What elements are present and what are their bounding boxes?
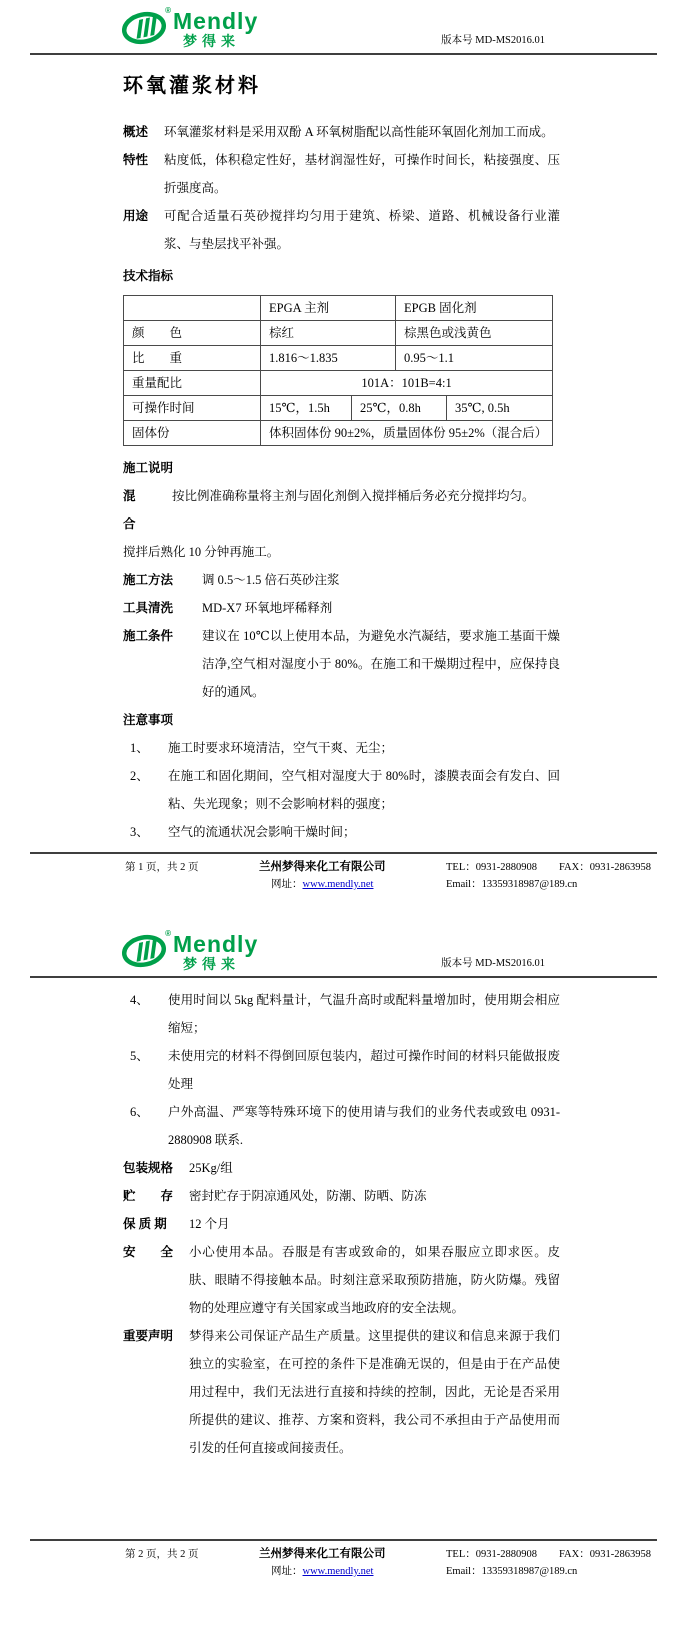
mixing-text: 按比例准确称量将主剂与固化剂倒入搅拌桶后务必充分搅拌均匀。 [172, 489, 535, 503]
spec-header-empty-cell [124, 296, 261, 321]
header-divider [30, 976, 657, 978]
condition-row [123, 622, 560, 706]
notes-heading: 注意事项 [123, 713, 174, 727]
mixing-row [123, 482, 560, 538]
usage-text: 可配合适量石英砂搅拌均匀用于建筑、桥梁、道路、机械设备行业灌浆、与垫层找平补强。 [164, 209, 560, 251]
cleaning-row [123, 594, 560, 622]
packing-label: 包装规格 [123, 1161, 174, 1175]
mixing-label: 混 合 [123, 489, 161, 531]
shelf-life-row [123, 1210, 560, 1238]
list-item [123, 1098, 560, 1154]
note-5-text: 未使用完的材料不得倒回原包装内，超过可操作时间的材料只能做报废处理 [168, 1049, 560, 1091]
page2-header [0, 923, 687, 976]
page1-footer [0, 854, 687, 893]
solid-value: 体积固体份 90±2%，质量固体份 95±2%（混合后） [261, 421, 553, 446]
note-2-text: 在施工和固化期间，空气相对湿度大于 80%时，漆膜表面会有发白、回粘、失光现象；则不会影响材料的强度； [168, 769, 560, 811]
shelf-life-text: 12 个月 [189, 1217, 230, 1231]
page1-content [123, 98, 560, 846]
storage-row [123, 1182, 560, 1210]
tech-spec-heading: 技术指标 [123, 269, 174, 283]
statement-text: 梦得来公司保证产品生产质量。这里提供的建议和信息来源于我们独立的实验室，在可控的条件下是准确无误的，但是由于在产品使用过程中，我们无法进行直接和持续的控制，因此，无论是否采用所提供的建议、推荐、方案和资料，我公司不承担由于产品使用而引发的任何直接或间接责任。 [189, 1329, 560, 1455]
tel-fax-line [446, 859, 651, 876]
brand-name-cn: 梦得来 [183, 35, 240, 50]
note-2-num: 2、 [130, 769, 149, 783]
brand-name-cn: 梦得来 [183, 958, 240, 973]
website-link[interactable]: www.mendly.net [302, 1566, 374, 1577]
footer1-contact-block [446, 859, 651, 893]
overview-label: 概述 [123, 125, 149, 139]
page1-number: 第 1 页，共 2 页 [125, 862, 199, 873]
brand-logo [122, 929, 259, 973]
spec-header-epga: EPGA 主剂 [261, 296, 396, 321]
email-line [446, 876, 651, 893]
cleaning-text: MD-X7 环氧地坪稀释剂 [202, 601, 333, 615]
fax: FAX：0931-2863958 [559, 1549, 651, 1560]
list-item [123, 986, 560, 1042]
table-row-color [124, 321, 553, 346]
list-item [123, 818, 560, 846]
table-row-header [124, 296, 553, 321]
footer2-company-block [259, 1546, 386, 1580]
table-row-solid [124, 421, 553, 446]
spec-header-epgb: EPGB 固化剂 [396, 296, 553, 321]
worktime-25c: 25℃，0.8h [352, 396, 447, 421]
footer1-company-block [259, 859, 386, 893]
storage-label: 贮 存 [123, 1189, 174, 1203]
table-row-ratio [124, 371, 553, 396]
page2-footer-block [0, 1533, 687, 1580]
method-text: 调 0.5～1.5 倍石英砂注浆 [202, 573, 340, 587]
mixing-text-2: 搅拌后熟化 10 分钟再施工。 [123, 545, 280, 559]
ratio-value: 101A：101B=4:1 [261, 371, 553, 396]
email: 13359318987@189.cn [481, 1566, 578, 1577]
list-item [123, 734, 560, 762]
note-3-text: 空气的流通状况会影响干燥时间； [168, 825, 356, 839]
registered-mark: ® [165, 6, 171, 15]
list-item [123, 762, 560, 818]
version-label: 版本号 MD-MS2016.01 [441, 958, 545, 969]
email-label: Email： [446, 1566, 482, 1577]
note-6-num: 6、 [130, 1105, 149, 1119]
note-1-text: 施工时要求环境清洁，空气干爽、无尘； [168, 741, 394, 755]
email: 13359318987@189.cn [481, 879, 578, 890]
note-4-num: 4、 [130, 993, 149, 1007]
worktime-label: 可操作时间 [124, 396, 261, 421]
footer2-contact-block [446, 1546, 651, 1580]
gravity-epga: 1.816～1.835 [261, 346, 396, 371]
brand-name-en: Mendly [173, 8, 259, 34]
shelf-life-label: 保 质 期 [123, 1217, 167, 1231]
overview-row [123, 118, 560, 146]
safety-row [123, 1238, 560, 1322]
page2-footer [0, 1541, 687, 1580]
storage-text: 密封贮存于阴凉通风处，防潮、防晒、防冻 [189, 1189, 427, 1203]
website-line [259, 1563, 386, 1580]
statement-row [123, 1322, 560, 1462]
packing-row [123, 1154, 560, 1182]
page-title: 环氧灌浆材料 [123, 75, 261, 97]
brand-name-en: Mendly [173, 931, 259, 957]
note-6-text: 户外高温、严寒等特殊环境下的使用请与我们的业务代表或致电 0931-2880908 联系. [168, 1105, 560, 1147]
page2-content [123, 986, 560, 1462]
packing-text: 25Kg/组 [189, 1161, 233, 1175]
safety-text: 小心使用本品。吞服是有害或致命的，如果吞服应立即求医。皮肤、眼睛不得接触本品。时刻注意采取预防措施，防火防爆。残留物的处理应遵守有关国家或当地政府的安全法规。 [189, 1245, 560, 1315]
list-item [123, 1042, 560, 1098]
website-label: 网址： [271, 1566, 303, 1577]
page2-number: 第 2 页，共 2 页 [125, 1549, 199, 1560]
brand-logo [122, 6, 259, 50]
version-label: 版本号 MD-MS2016.01 [441, 35, 545, 46]
worktime-35c: 35℃, 0.5h [447, 396, 553, 421]
feature-text: 粘度低，体积稳定性好，基材润湿性好，可操作时间长，粘接强度、压折强度高。 [164, 153, 560, 195]
method-label: 施工方法 [123, 573, 174, 587]
email-label: Email： [446, 879, 482, 890]
website-label: 网址： [271, 879, 303, 890]
tech-spec-table [123, 295, 553, 446]
usage-row [123, 202, 560, 258]
table-row-worktime [124, 396, 553, 421]
note-3-num: 3、 [130, 825, 149, 839]
ratio-label: 重量配比 [124, 371, 261, 396]
brand-wordmark [173, 933, 258, 973]
condition-label: 施工条件 [123, 629, 174, 643]
company-name: 兰州梦得来化工有限公司 [259, 861, 386, 873]
note-5-num: 5、 [130, 1049, 149, 1063]
color-epga: 棕红 [261, 321, 396, 346]
mendly-logo-icon [122, 929, 171, 969]
company-name: 兰州梦得来化工有限公司 [259, 1548, 386, 1560]
registered-mark: ® [165, 929, 171, 938]
solid-label: 固体份 [124, 421, 261, 446]
email-line [446, 1563, 651, 1580]
gravity-label: 比 重 [124, 346, 261, 371]
worktime-15c: 15℃，1.5h [261, 396, 352, 421]
page1-header [0, 0, 687, 53]
website-line [259, 876, 386, 893]
cleaning-label: 工具清洗 [123, 601, 174, 615]
color-label: 颜 色 [124, 321, 261, 346]
color-epgb: 棕黑色或浅黄色 [396, 321, 553, 346]
gravity-epgb: 0.95～1.1 [396, 346, 553, 371]
tel-fax-line [446, 1546, 651, 1563]
note-1-num: 1、 [130, 741, 149, 755]
safety-label: 安 全 [123, 1245, 174, 1259]
tel: TEL：0931-2880908 [446, 862, 537, 873]
method-row [123, 566, 560, 594]
usage-label: 用途 [123, 209, 149, 223]
feature-label: 特性 [123, 153, 149, 167]
statement-label: 重要声明 [123, 1329, 174, 1343]
website-link[interactable]: www.mendly.net [302, 879, 374, 890]
condition-text: 建议在 10℃以上使用本品，为避免水汽凝结，要求施工基面干燥洁净,空气相对湿度小于 80%。在施工和干燥期过程中，应保持良好的通风。 [202, 629, 560, 699]
overview-text: 环氧灌浆材料是采用双酚 A 环氧树脂配以高性能环氧固化剂加工而成。 [164, 125, 554, 139]
fax: FAX：0931-2863958 [559, 862, 651, 873]
feature-row [123, 146, 560, 202]
construction-heading: 施工说明 [123, 461, 174, 475]
note-4-text: 使用时间以 5kg 配料量计，气温升高时或配料量增加时，使用期会相应缩短； [168, 993, 560, 1035]
mendly-logo-icon [122, 6, 171, 46]
table-row-gravity [124, 346, 553, 371]
brand-wordmark [173, 10, 258, 50]
tel: TEL：0931-2880908 [446, 1549, 537, 1560]
header-divider [30, 53, 657, 55]
